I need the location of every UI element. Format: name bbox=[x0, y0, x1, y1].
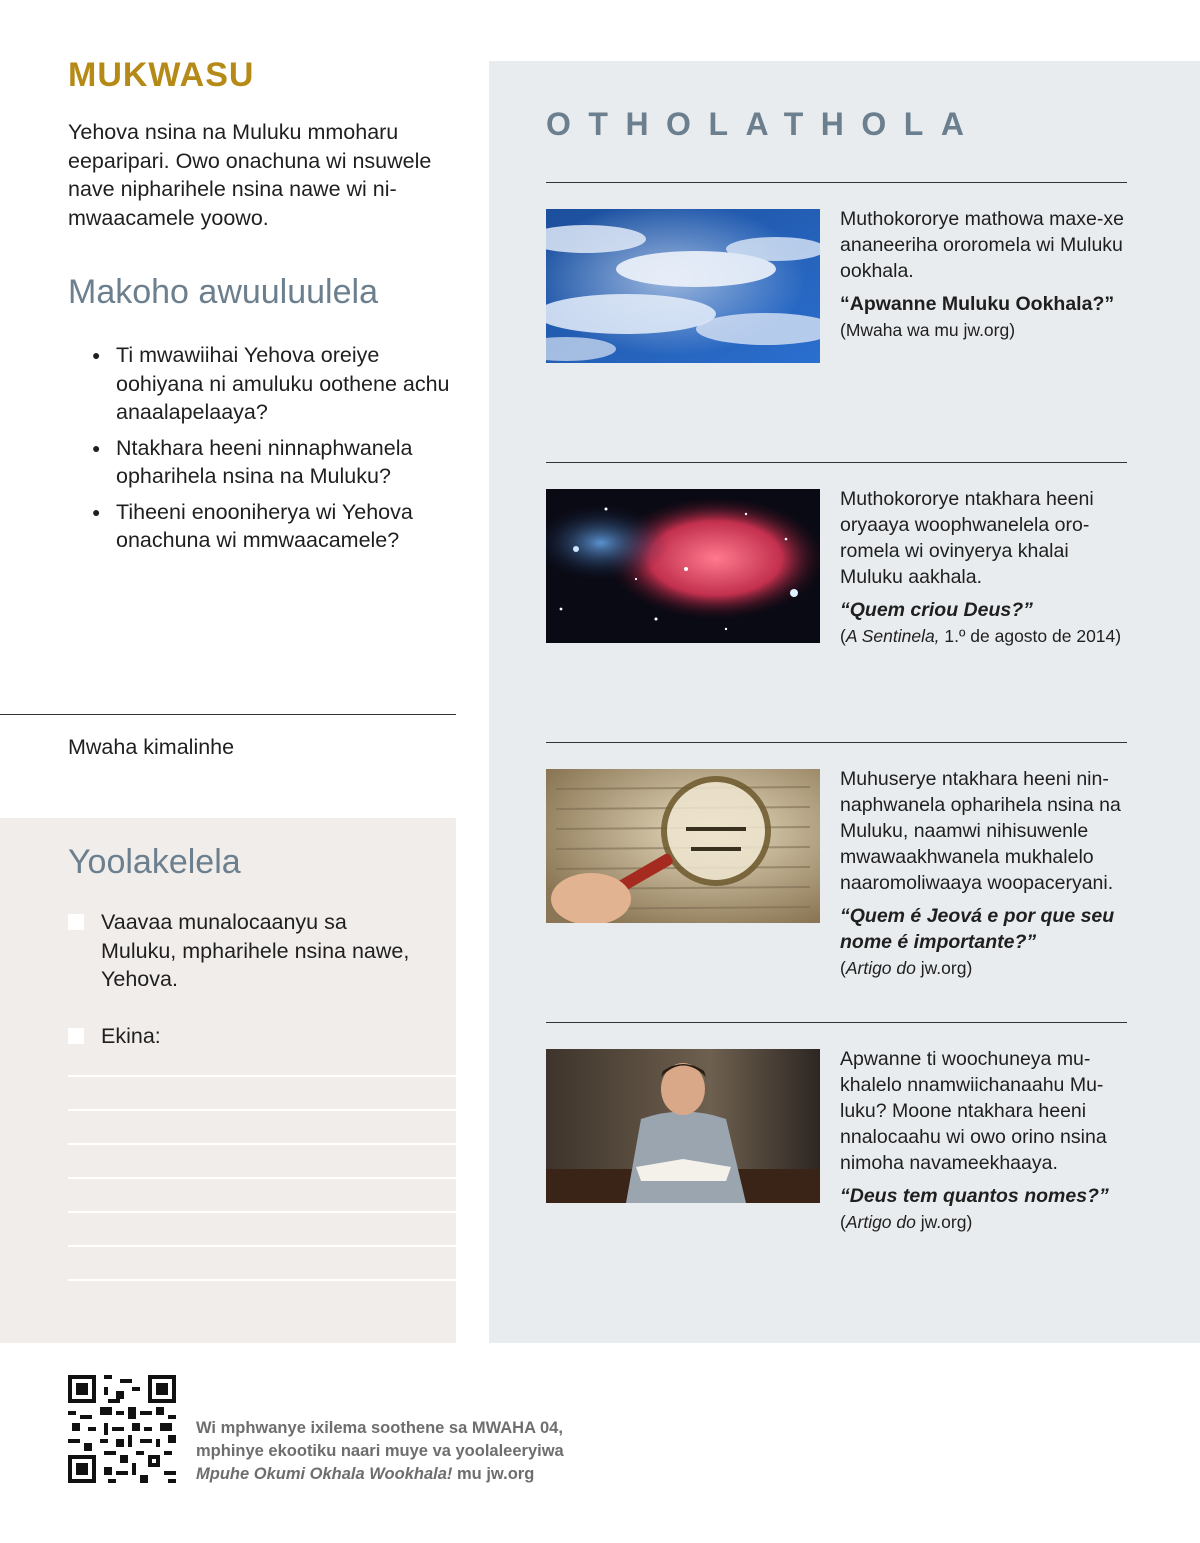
item-description: Muhuserye ntakhara heeni nin-naphwanela opharihela nsina na Muluku, naamwi nihisuwenle mwawaakhwanela mukhalelo naaromoliwaaya woopaceryani. bbox=[840, 768, 1121, 894]
review-question: ● Ntakhara heeni ninnaphwanela opharihela nsina na Muluku? bbox=[92, 434, 452, 491]
source-paren: ( bbox=[840, 626, 846, 646]
item-description: Apwanne ti woochuneya mu-khalelo nnamwiichanaahu Mu-luku? Moone ntakhara heeni nnalocaahu wi owo orino nsina nimoha navameekhaaya. bbox=[840, 1048, 1107, 1174]
divider bbox=[546, 462, 1127, 463]
item-title[interactable]: “Apwanne Muluku Ookhala?” bbox=[840, 293, 1115, 315]
source-text: jw.org) bbox=[915, 1212, 973, 1232]
goal-item: Ekina: bbox=[101, 1024, 161, 1048]
source-publication: Artigo do bbox=[845, 958, 916, 978]
writing-line[interactable] bbox=[68, 1075, 456, 1077]
item-source bbox=[840, 317, 1130, 343]
source-text: 1.º de agosto de 2014) bbox=[939, 626, 1122, 646]
divider bbox=[546, 182, 1127, 183]
source-text: jw.org) bbox=[915, 958, 973, 978]
magnifier-hebrew-scroll-photo bbox=[546, 769, 820, 923]
footer-link-text[interactable]: mu jw.org bbox=[452, 1465, 535, 1483]
footer-line: mphinye ekootiku naari muye va yoolaleeryiwa bbox=[196, 1442, 564, 1460]
man-reading-photo bbox=[546, 1049, 820, 1203]
review-question: ● Tiheeni enooniherya wi Yehova onachuna wi mmwaacamele? bbox=[92, 498, 452, 555]
writing-line[interactable] bbox=[68, 1245, 456, 1247]
review-questions-list bbox=[92, 341, 452, 562]
goal-item: Vaavaa munalocaanyu sa Muluku, mpharihele nsina nawe, Yehova. bbox=[101, 910, 410, 991]
research-item bbox=[840, 486, 1130, 649]
item-title[interactable]: “Deus tem quantos nomes?” bbox=[840, 1185, 1109, 1207]
writing-line[interactable] bbox=[68, 1109, 456, 1111]
item-description: Muthokororye mathowa maxe-xe ananeeriha ororomela wi Muluku ookhala. bbox=[840, 208, 1124, 282]
source-publication: Artigo do bbox=[845, 1212, 916, 1232]
orion-nebula-photo bbox=[546, 489, 820, 643]
review-heading: Makoho awuuluulela bbox=[68, 273, 378, 311]
goal-panel bbox=[0, 818, 456, 1343]
source-paren: ( bbox=[840, 1212, 846, 1232]
review-question: ● Ti mwawiihai Yehova oreiye oohiyana ni amuluku oothene achu anaalapelaaya? bbox=[92, 341, 452, 427]
divider bbox=[546, 1022, 1127, 1023]
writing-line[interactable] bbox=[68, 1177, 456, 1179]
qr-code-icon[interactable] bbox=[68, 1375, 176, 1483]
source-publication: A Sentinela, bbox=[845, 626, 940, 646]
writing-line[interactable] bbox=[68, 1143, 456, 1145]
item-description: Muthokororye ntakhara heeni oryaaya woophwanelela oro-romela wi ovinyerya khalai Muluku aakhala. bbox=[840, 488, 1094, 588]
divider bbox=[546, 742, 1127, 743]
summary-text: Yehova nsina na Muluku mmoharu eeparipari. Owo onachuna wi nsuwele nave nipharihele nsina nawe wi ni-mwaacamele yoowo. bbox=[68, 120, 432, 230]
research-item bbox=[840, 206, 1130, 343]
completed-lesson-label: Mwaha kimalinhe bbox=[68, 735, 235, 759]
item-source bbox=[840, 623, 1130, 649]
source-text: Mwaha wa mu jw.org) bbox=[845, 320, 1016, 340]
writing-line[interactable] bbox=[68, 1279, 456, 1281]
item-source bbox=[840, 1209, 1130, 1235]
goal-checkbox[interactable] bbox=[68, 914, 84, 930]
goal-heading: Yoolakelela bbox=[68, 843, 241, 881]
footer-line: Wi mphwanye ixilema soothene sa MWAHA 04, bbox=[196, 1419, 563, 1437]
source-paren: ( bbox=[840, 320, 846, 340]
research-heading: OTHOLATHOLA bbox=[546, 106, 982, 142]
writing-line[interactable] bbox=[68, 1211, 456, 1213]
research-item bbox=[840, 1046, 1130, 1235]
item-source bbox=[840, 955, 1130, 981]
item-title[interactable]: “Quem criou Deus?” bbox=[840, 599, 1033, 621]
sky-clouds-photo bbox=[546, 209, 820, 363]
divider bbox=[0, 714, 456, 715]
goal-checkbox[interactable] bbox=[68, 1028, 84, 1044]
footer-text bbox=[196, 1417, 616, 1486]
footer-line bbox=[196, 1463, 616, 1486]
item-title[interactable]: “Quem é Jeová e por que seu nome é importante?” bbox=[840, 905, 1115, 953]
book-title: Mpuhe Okumi Okhala Wookhala! bbox=[196, 1465, 453, 1483]
source-paren: ( bbox=[840, 958, 846, 978]
research-item bbox=[840, 766, 1130, 981]
summary-heading: MUKWASU bbox=[68, 56, 255, 94]
